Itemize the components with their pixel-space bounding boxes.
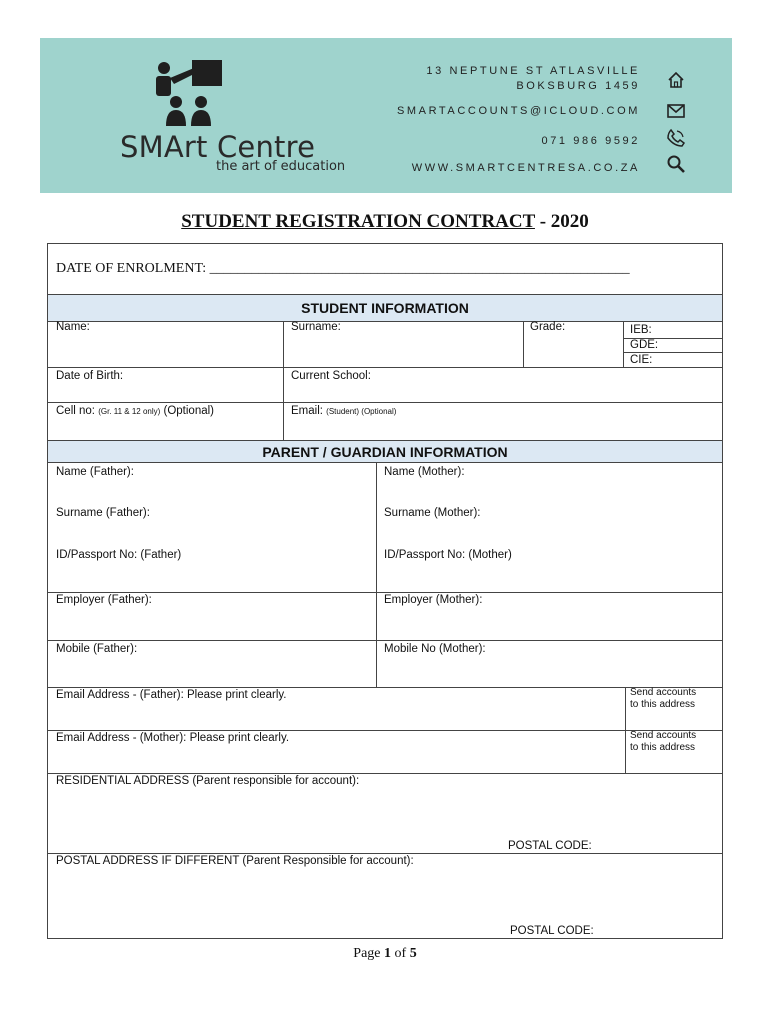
student-name-field[interactable]: Name: [56,321,90,333]
student-email-field[interactable] [291,405,396,417]
divider [48,402,722,403]
date-of-enrolment-field[interactable]: DATE OF ENROLMENT: ____________________________________________________________ [56,261,630,276]
total-pages: 5 [409,946,417,961]
current-school-field[interactable]: Current School: [291,370,371,382]
divider [48,367,722,368]
send-accounts-father-label: Send accounts [630,687,697,698]
brand-name: SMArt Centre [120,130,316,164]
divider [376,463,377,687]
divider [48,687,722,688]
header-banner [40,38,732,193]
postal-address-field[interactable]: POSTAL ADDRESS IF DIFFERENT (Parent Responsible for account): [56,855,414,867]
contact-website: WWW.SMARTCENTRESA.CO.ZA [411,162,640,174]
employer-mother-field[interactable]: Employer (Mother): [384,594,483,606]
student-email-note: (Student) (Optional) [326,407,397,416]
divider [523,322,524,367]
current-page: 1 [384,946,392,961]
document-title [0,211,770,233]
address-line-1: 13 NEPTUNE ST ATLASVILLE [426,65,640,77]
employer-father-field[interactable]: Employer (Father): [56,594,152,606]
send-accounts-mother-label-2: to this address [630,742,696,753]
mail-icon [666,101,686,121]
divider [623,322,624,367]
contact-email: SMARTACCOUNTS@ICLOUD.COM [396,105,640,117]
student-grade-field[interactable]: Grade: [530,321,566,333]
divider [48,592,722,593]
id-father-field[interactable]: ID/Passport No: (Father) [56,549,182,561]
divider [48,640,722,641]
teacher-logo-icon [154,60,224,126]
postal-code-field-2[interactable]: POSTAL CODE: [510,925,594,937]
cell-no-label: Cell no: [56,405,95,417]
title-main: STUDENT REGISTRATION CONTRACT [181,211,535,232]
divider [48,773,722,774]
gde-field[interactable]: GDE: [630,339,659,351]
id-mother-field[interactable]: ID/Passport No: (Mother) [384,549,512,561]
title-year: - 2020 [539,211,589,232]
send-accounts-mother-label: Send accounts [630,730,697,741]
email-mother-field[interactable]: Email Address - (Mother): Please print clearly. [56,732,290,744]
mobile-mother-field[interactable]: Mobile No (Mother): [384,643,486,655]
dob-field[interactable]: Date of Birth: [56,370,124,382]
student-section-header: STUDENT INFORMATION [48,294,722,322]
home-icon [666,70,686,90]
search-icon [666,154,686,174]
parent-section-header: PARENT / GUARDIAN INFORMATION [48,440,722,463]
phone-icon [666,128,686,148]
address-line-2: BOKSBURG 1459 [516,80,640,92]
name-father-field[interactable]: Name (Father): [56,466,134,478]
page-word: Page [353,946,381,961]
mobile-father-field[interactable]: Mobile (Father): [56,643,138,655]
page-indicator [0,946,770,962]
cell-no-field[interactable] [56,405,214,417]
divider [283,322,284,440]
cell-no-note: (Gr. 11 & 12 only) [98,407,161,416]
send-accounts-father-label-2: to this address [630,699,696,710]
divider [48,853,722,854]
brand-tagline: the art of education [216,159,346,174]
postal-code-field-1[interactable]: POSTAL CODE: [508,840,592,852]
registration-form [47,243,723,939]
divider [48,730,722,731]
residential-address-field[interactable]: RESIDENTIAL ADDRESS (Parent responsible for account): [56,775,360,787]
of-word: of [394,946,407,961]
surname-father-field[interactable]: Surname (Father): [56,507,150,519]
cell-no-optional: (Optional) [163,405,215,417]
student-email-label: Email: [291,405,323,417]
email-father-field[interactable]: Email Address - (Father): Please print clearly. [56,689,287,701]
contact-phone: 071 986 9592 [541,135,640,147]
student-surname-field[interactable]: Surname: [291,321,341,333]
ieb-field[interactable]: IEB: [630,324,652,336]
divider [623,352,722,353]
name-mother-field[interactable]: Name (Mother): [384,466,465,478]
surname-mother-field[interactable]: Surname (Mother): [384,507,481,519]
cie-field[interactable]: CIE: [630,354,653,366]
